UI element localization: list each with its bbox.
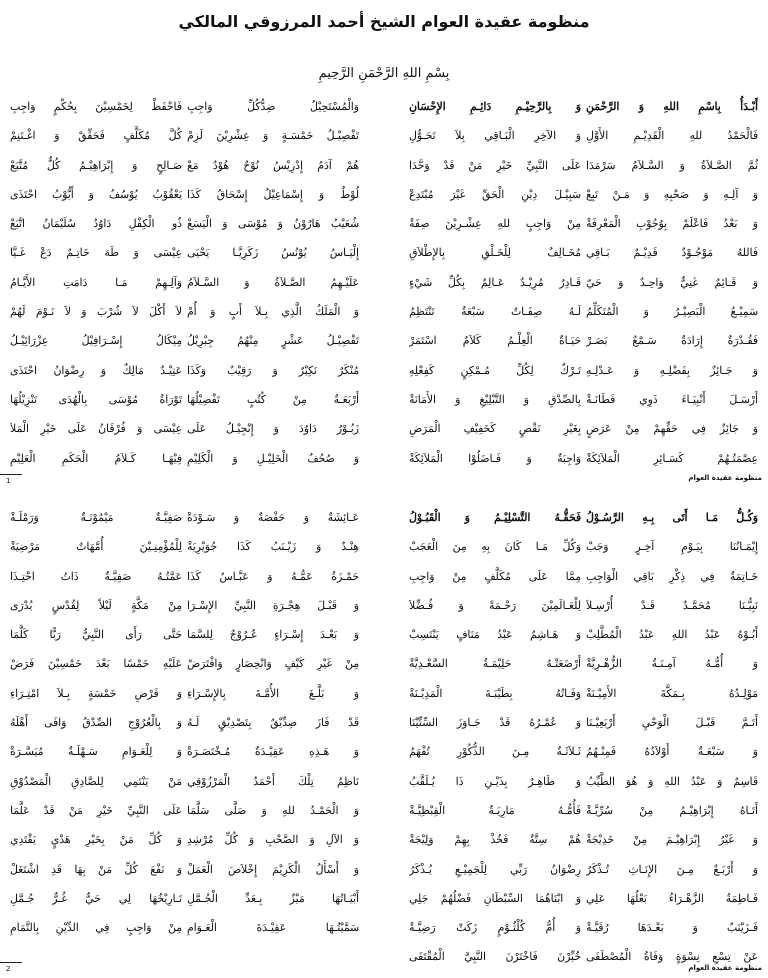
right-verse-second-hemistich: أَرْضَعَتْـهُ حَلِيْمَـةُ السَّعْـدِيَّةْ xyxy=(409,657,581,671)
left-verse-first-hemistich: تَفْصِيْـلُ عَشْرٍ مِنْهُمُ جِبْرِيْلُ xyxy=(187,334,359,348)
left-verse-first-hemistich: لُوْطٌ وَ إِسْمَاعِيْلُ إِسْحَاقُ كَذَا xyxy=(187,187,359,201)
right-verse-first-hemistich: وَ جَـائِزٌ بِفَضْلِـهِ وَ عَـدْلِـهِ xyxy=(586,363,758,377)
verse-row xyxy=(10,151,758,180)
left-verse-second-hemistich: وَ فَرْضِ خَمْسَةٍ بِـلاَ امْتِـرَاءِ xyxy=(10,686,182,700)
left-verse-first-hemistich: وَ بَعْـدَ إِسْـرَاءٍ عُـرُوْجٌ لِلسَّمَا xyxy=(187,628,359,642)
column-gap xyxy=(364,620,404,649)
right-verse-second-hemistich: بِغَيْرِ نَقْصٍ كَخَفِيْفِ الْمَرَضِ xyxy=(409,422,581,436)
column-gap xyxy=(364,444,404,473)
right-verse-first-hemistich: مَوْلِـدُهُ بِـمَكَّةَ الأَمِيْـنَةْ xyxy=(586,686,758,700)
verse-row xyxy=(10,855,758,884)
verse-row xyxy=(10,297,758,326)
left-verse-second-hemistich xyxy=(10,942,182,971)
left-verse-second-hemistich: وَ لِلْعَـوَامِ سَـهْلَـةٌ مُيَسَّـرَةْ xyxy=(10,745,182,759)
right-verse-second-hemistich: هُمْ سِتَّةٌ فَخُذْ بِهِمْ وَلِيْجَةْ xyxy=(409,833,581,847)
right-verse-first-hemistich: أَتَـمَّ قَبْـلَ الْوَحْيِ أَرْبَعِيْـنَا xyxy=(586,716,758,730)
left-verse-first-hemistich xyxy=(187,942,359,971)
left-verse-second-hemistich: عِيْسَى وَ طَهَ خَاتِـمٌ دَعْ غَـيَّا xyxy=(10,246,182,260)
left-verse-first-hemistich: حَمْـزَةُ عَمُّـهُ وَ عَبَّـاسٌ كَذَا xyxy=(187,569,359,583)
left-verse-first-hemistich: تَفْصِيْـلُ خَمْسَـةٍ وَ عِشْرِيْنَ لَزِمْ xyxy=(187,129,359,143)
column-gap xyxy=(364,180,404,209)
left-verse-second-hemistich: فَاحْفَظْ لِخَمْسِيْنَ بِحُكْمٍ وَاجِبِ xyxy=(10,100,182,113)
left-verse-first-hemistich: وَ الْحَمْـدُ للهِ وَ صَلَّى سَلَّمَا xyxy=(187,803,359,817)
verse-row xyxy=(10,414,758,443)
verse-row xyxy=(10,92,758,121)
verse-row xyxy=(10,767,758,796)
verse-row xyxy=(10,121,758,150)
right-verse-second-hemistich: وَ الآخِرِ الْبَـاقِي بِلاَ تَحَـوُّلِ xyxy=(409,129,581,143)
right-verse-second-hemistich: مُخَـالِفٌ لِلْخَـلْقِ بِالإِطْلاَقِ xyxy=(409,246,581,260)
right-verse-second-hemistich: فَأُمُّـهُ مَارِيَـةُ الْقِبْطِيَّـةْ xyxy=(409,803,581,817)
page2-verses xyxy=(10,503,758,972)
verse-row xyxy=(10,825,758,854)
left-verse-first-hemistich: وَ بَلَّـغَ الأُمَّـةَ بِالإِسْـرَاءِ xyxy=(187,686,359,700)
left-verse-second-hemistich: مَنْ يَنْتَمِي لِلصَّادِقِ الْمَصْدُوْقِ xyxy=(10,774,182,788)
left-verse-first-hemistich: نَاظِمُ تِلْكَ أَحْمَدُ الْمَرْزُوْقِي xyxy=(187,774,359,788)
right-verse-first-hemistich: عِصْمَتُـهُمْ كَسَـائِرِ الْمَلاَئِكَةْ xyxy=(586,451,758,465)
column-gap xyxy=(364,942,404,971)
verse-row xyxy=(10,796,758,825)
right-verse-second-hemistich: عَلَى النَّبِيِّ خَيْرِ مَنْ قَدْ وَحَّدَا xyxy=(409,158,581,172)
page2-footnote-rule xyxy=(0,962,22,963)
verse-row xyxy=(10,679,758,708)
right-verse-first-hemistich: وَ أُمُّـهُ آمِـنَـةُ الزُّهْـرِيَّةْ xyxy=(586,657,758,671)
column-gap xyxy=(364,767,404,796)
right-verse-first-hemistich: وَ آلِـهِ وَ صَحْبِهِ وَ مَـنْ تَبِعْ xyxy=(586,187,758,201)
page2-number: 2 xyxy=(6,965,11,973)
verse-row xyxy=(10,708,758,737)
verse-row xyxy=(10,444,758,473)
column-gap xyxy=(364,591,404,620)
right-verse-second-hemistich: رِضْوَانُ رَبِّي لِلْجَمِيْـعِ يُـذْكَرُ xyxy=(409,862,581,876)
right-verse-first-hemistich: وَ قَـائِمٌ غَنِيٌّ وَاحِـدٌ وَ حَيّ xyxy=(586,275,758,289)
left-verse-first-hemistich: عَـائِشَةٌ وَ حَفْصَةٌ وَ سَـوْدَةْ xyxy=(187,511,359,524)
verse-row xyxy=(10,591,758,620)
verse-row xyxy=(10,562,758,591)
left-verse-second-hemistich: عِيْسَى وَ فُرْقَانُ عَلَى خَيْرِ الْمَلاَ xyxy=(10,422,182,436)
left-verse-first-hemistich: سَمَّيْتُـهَا عَقِيْـدَةَ الْعَـوَامِ xyxy=(187,921,359,935)
right-verse-second-hemistich: تَـرْكٌ لِكُلِّ مُـمْكِنٍ كَفِعْلِهِ xyxy=(409,363,581,377)
column-gap xyxy=(364,649,404,678)
verse-row xyxy=(10,268,758,297)
column-gap xyxy=(364,679,404,708)
left-verse-first-hemistich: مِنْ غَيْرِ كَيْفٍ وَانْحِصَارٍ وَافْتَرَضْ xyxy=(187,657,359,671)
right-verse-second-hemistich: وَ طَاهِـرٌ بِذَيْـنِ ذَا يُـلَقَّبُ xyxy=(409,774,581,788)
column-gap xyxy=(364,238,404,267)
column-gap xyxy=(364,855,404,884)
column-gap xyxy=(364,356,404,385)
column-gap xyxy=(364,884,404,913)
left-verse-second-hemistich: تَوْرَاةُ مُوْسَى بِالْهُدَى تَنْزِيْلُهَا xyxy=(10,392,182,406)
left-verse-second-hemistich: عَلَى النَّبِيِّ خَيْرِ مَنْ قَدْ عَلَّمَا xyxy=(10,803,182,817)
right-verse-first-hemistich: فَاللهُ مَوْجُـوْدٌ قَدِيْـمٌ بَـاقِي xyxy=(586,246,758,260)
verse-row xyxy=(10,356,758,385)
column-gap xyxy=(364,121,404,150)
right-verse-first-hemistich: وَكُـلُّ مَـا أَتَى بِـهِ الرَّسُـوْلُ xyxy=(586,511,758,524)
right-verse-first-hemistich: أَرْسَـلَ أَنْبِيَـاءَ ذَوِي فَطَانَـةْ xyxy=(586,392,758,406)
right-verse-second-hemistich: وَ ابْنَاهُمَا السِّبْطَانِ فَضْلُهُمْ جَلِي xyxy=(409,891,581,905)
right-verse-first-hemistich: عَنْ تِسْعِ نِسْوَةٍ وَفَاةُ الْمُصْطَفَى xyxy=(586,950,758,964)
column-gap xyxy=(364,414,404,443)
verse-row xyxy=(10,326,758,355)
right-verse-first-hemistich: فَـزَيْنَبٌ وَ بَعْـدَهَا رُقَيَّـةْ xyxy=(586,921,758,935)
left-verse-second-hemistich: يَعْقُوْبُ يُوْسُفُ وَ أَيُّوْبُ احْتَذَى xyxy=(10,187,182,201)
right-verse-first-hemistich: ثُمَّ الصَّـلاَةُ وَ السَّـلاَمُ سَرْمَدَا xyxy=(586,158,758,172)
left-verse-second-hemistich: مِنْ مَكَّةٍ لَيْلاً لِقُدْسٍ يُدْرَى xyxy=(10,598,182,612)
column-gap xyxy=(364,796,404,825)
left-verse-first-hemistich: هُمْ آدَمُ إِدْرِيْسُ نُوْحٌ هُوْدٌ مَعْ xyxy=(187,158,359,172)
right-verse-first-hemistich: فَـاطِمَةُ الزَّهْـرَاءُ بَعْلُهَا عَلِي xyxy=(586,891,758,905)
right-verse-first-hemistich: قَاسِمٌ وَ عَبْدُ اللهِ وَ هُوَ الطَّيِّبُ xyxy=(586,774,758,788)
right-verse-second-hemistich: وَكُلِّ مَـا كَانَ بِهِ مِنَ الْعَجَبْ xyxy=(409,540,581,554)
right-verse-second-hemistich: وَفَـاتُهُ بِطَيْبَـةَ الْمَدِيْـنَةْ xyxy=(409,686,581,700)
left-verse-second-hemistich: لاَ أَكْلَ لاَ شُرْبَ وَ لاَ نَـوْمَ لَهُمْ xyxy=(10,305,182,319)
right-verse-second-hemistich: سَبِيْـلَ دِيْنِ الْحَقِّ غَيْرَ مُبْتَدِعْ xyxy=(409,187,581,201)
column-gap xyxy=(364,209,404,238)
left-verse-first-hemistich: وَ قَبْـلَ هِجْـرَةِ النَّبِيِّ الإِسْـرَا xyxy=(187,598,359,612)
verse-row xyxy=(10,620,758,649)
right-verse-first-hemistich: سَمِيْـعٌ الْبَصِيْـرُ وَ الْمُتَكَلِّمُ xyxy=(586,305,758,319)
left-verse-second-hemistich: عَمَّتُـهُ صَفِيَّـةٌ ذَاتُ احْتِـذَا xyxy=(10,569,182,583)
left-verse-second-hemistich: كُلَّ مُكَلَّفٍ فَحَقِّقْ وَ اغْـتَنِمْ xyxy=(10,129,182,143)
left-verse-first-hemistich: أَبْيَـاتُهَا مَيْزٌ بِـعَدِّ الْجُـمَّلِ xyxy=(187,891,359,905)
right-verse-first-hemistich: وَ سَبْعَـةٌ أَوْلاَدُهُ فَمِنْـهُمُ xyxy=(586,745,758,759)
right-verse-first-hemistich: فَالْحَمْدُ للهِ الْقَدِيْـمِ الأَوَّلِ xyxy=(586,129,758,143)
right-verse-first-hemistich: وَ أَرْبَـعٌ مِـنَ الإِنَـاثِ تُـذْكَرُ xyxy=(586,862,758,876)
column-gap xyxy=(364,913,404,942)
column-gap xyxy=(364,297,404,326)
left-verse-second-hemistich: وَ كُلِّ مَنْ بِخَيْرِ هَدْيٍ يَقْتَدِي xyxy=(10,833,182,847)
left-verse-first-hemistich: وَ الآلِ وَ الصَّحْبِ وَ كُلِّ مُرْشِدِ xyxy=(187,833,359,847)
right-verse-second-hemistich: وَاجِبَةٌ وَ فَـاضَلُوْا الْمَلاَئِكَةْ xyxy=(409,451,581,465)
left-verse-second-hemistich: وَ نَفْعَ كُلِّ مَنْ بِهَا قَدِ اشْتَغَلْ xyxy=(10,862,182,876)
right-verse-first-hemistich: نَبِيُّـنَا مُحَمَّـدٌ قَـدْ أُرْسِـلاَ xyxy=(586,598,758,612)
left-verse-second-hemistich: وَآلِـهِمْ مَـا دَامَتِ الأَيَّـامُ xyxy=(10,275,182,289)
document-title: منظومة عقيدة العوام الشيخ أحمد المرزوقي المالكي xyxy=(178,12,590,31)
left-verse-first-hemistich: شُعَيْبُ هَارُوْنُ وَ مُوْسَى وَ الْيَسَعْ xyxy=(187,217,359,231)
left-verse-first-hemistich: زَبُـوْرُ دَاوُدَ وَ إِنْجِيْـلُ عَلَى xyxy=(187,422,359,436)
right-verse-first-hemistich: فَقُـدْرَةٌ إِرَادَةٌ سَـمْعٌ بَصَـرْ xyxy=(586,334,758,348)
right-verse-second-hemistich: ثَـلاَثَـةٌ مِـنَ الذُّكُوْرِ تُفْهَمُ xyxy=(409,745,581,759)
left-verse-second-hemistich: وَ بِالْعُرُوْجِ الصِّدْقُ وَافَى أَهْلَهُ xyxy=(10,716,182,730)
column-gap xyxy=(364,326,404,355)
left-verse-second-hemistich: عَتِيْـدٌ مَالِكٌ وَ رِضْوَانُ احْتَذَى xyxy=(10,363,182,377)
left-verse-second-hemistich: فِيْهَـا كَـلاَمُ الْحَكَمِ الْعَلِيْمِ xyxy=(10,451,182,465)
left-verse-second-hemistich: تَـارِيْخُهَا لِي حَيٌّ غُـرٌّ جُـمَّلِ xyxy=(10,891,182,905)
left-verse-first-hemistich: وَالْمُسْتَحِيْلُ ضِدُّكُلِّ وَاجِبِ xyxy=(187,100,359,113)
column-gap xyxy=(364,532,404,561)
verse-row xyxy=(10,532,758,561)
page2-running-header: منظومة عقيدة العوام xyxy=(688,964,762,972)
verse-row xyxy=(10,737,758,766)
column-gap xyxy=(364,562,404,591)
column-gap xyxy=(364,503,404,532)
right-verse-first-hemistich: إِيْمَـانُنَا بِيَـوْمِ آخِـرٍ وَجَبْ xyxy=(586,540,758,554)
left-verse-first-hemistich: هِنْـدٌ وَ زَيْـنَبُ كَذَا جُوَيْرِيَةْ xyxy=(187,540,359,554)
column-gap xyxy=(364,385,404,414)
left-verse-second-hemistich: صَـالِحٍ وَ إِبْرَاهِيْـمُ كُلٌّ مُتَّبَعْ xyxy=(10,158,182,172)
right-verse-second-hemistich: بِالصِّدْقِ وَ التَّبْلِيْغِ وَ الأَمَانَةْ xyxy=(409,392,581,406)
right-verse-second-hemistich: قَـادِرٌ مُرِيْـدٌ عَـالِمٌ بِكُلِّ شَيْءٍ xyxy=(409,275,581,289)
basmala: بِسْمِ اللهِ الرَّحْمَنِ الرَّحِيمِ xyxy=(318,66,450,81)
left-verse-second-hemistich: صَفِيَّـةٌ مَيْمُوْنَـةٌ وَرَمْلَـةْ xyxy=(10,511,182,524)
right-verse-first-hemistich: وَ غَيْرُ إِبْرَاهِيْـمَ مِنْ خَدِيْجَةْ xyxy=(586,833,758,847)
right-verse-first-hemistich: أَبُـوْهُ عَبْدُ اللهِ عَبْدُ الْمُطَّلِبْ xyxy=(586,628,758,642)
left-verse-first-hemistich: وَ هَـذِهِ عَقِيْـدَةٌ مُـخْتَصَـرَةْ xyxy=(187,745,359,759)
right-verse-second-hemistich: لِلْعَـالَمِيْنَ رَحْـمَةً وَ فُـضِّلاَ xyxy=(409,598,581,612)
left-verse-first-hemistich: عَلَيْـهِمُ الصَّـلاَةُ وَ السَّـلاَمُ xyxy=(187,275,359,289)
verse-row xyxy=(10,649,758,678)
left-verse-second-hemistich: حَتَّى رَأَى النَّبِيُّ رَبًّا كَلَّمَا xyxy=(10,628,182,642)
right-verse-first-hemistich: وَ جَائِزٌ فِي حَقِّهِمْ مِنْ عَرَضٍ xyxy=(586,422,758,436)
left-verse-second-hemistich: مِنْ وَاجِبٍ فِي الدِّيْنِ بِالتَّمَامِ xyxy=(10,921,182,935)
right-verse-second-hemistich: وَ أُمُّ كُلْثُـوْمٍ زَكَتْ رَضِيَّـةْ xyxy=(409,921,581,935)
right-verse-first-hemistich: أَبْـدَأُ بِاسْمِ اللهِ وَ الرَّحْمَنِ xyxy=(586,100,758,113)
page1-running-header: منظومة عقيدة العوام xyxy=(688,474,762,482)
column-gap xyxy=(364,737,404,766)
verse-row xyxy=(10,209,758,238)
right-verse-second-hemistich: وَ عُمْـرُهُ قَدْ جَـاوَزَ السِّتِّيْنَا xyxy=(409,716,581,730)
right-verse-second-hemistich: مِنْ وَاجِبٍ للهِ عِشْـرِيْنَ صِفَةْ xyxy=(409,217,581,231)
right-verse-second-hemistich: لَـهُ صِفَـاتٌ سَبْعَةٌ تَنْتَظِمُ xyxy=(409,305,581,319)
left-verse-second-hemistich: عَلَيْهِ خَمْسًا بَعْدَ خَمْسِيْنَ فَرَضْ xyxy=(10,657,182,671)
column-gap xyxy=(364,268,404,297)
column-gap xyxy=(364,708,404,737)
right-verse-second-hemistich: خُيِّرْنَ فَاخْتَرْنَ النَّبِيَّ الْمُقْتَفَى xyxy=(409,950,581,964)
left-verse-first-hemistich: قَدْ فَازَ صِدِّيْقٌ بِتَصْدِيْقٍ لَـهُ xyxy=(187,716,359,730)
verse-row xyxy=(10,180,758,209)
right-verse-second-hemistich: وَ بِالرَّحِيْـمِ دَائِـمِ الإِحْسَانِ xyxy=(409,100,581,113)
left-verse-first-hemistich: مُنْكَرٌ نَكِيْرٌ وَ رَقِيْبٌ وَكَذَا xyxy=(187,363,359,377)
right-verse-second-hemistich: فَحَقُّـهُ التَّسْلِيْـمُ وَ الْقَبُـوْلُ xyxy=(409,511,581,524)
verse-row xyxy=(10,884,758,913)
page1-number: 1 xyxy=(6,477,11,485)
verse-row xyxy=(10,385,758,414)
left-verse-first-hemistich: وَ أَسْأَلُ الْكَرِيْمَ إِخْلاَصَ الْعَمَلْ xyxy=(187,862,359,876)
right-verse-second-hemistich: مِمَّا عَلَى مُكَلَّفٍ مِنْ وَاجِبِ xyxy=(409,569,581,583)
right-verse-first-hemistich: أَتَـاهُ إِبْرَاهِيْـمُ مِنْ سُرِّيَّـةْ xyxy=(586,803,758,817)
column-gap xyxy=(364,825,404,854)
right-verse-second-hemistich: حَيَـاةٌ الْعِلْـمُ كَلاَمٌ اسْتَمَرْ xyxy=(409,334,581,348)
left-verse-second-hemistich: مِيْكَالُ إِسْـرَافِيْلُ عِزْرَائِيْـلُ xyxy=(10,334,182,348)
verse-row xyxy=(10,503,758,532)
column-gap xyxy=(364,151,404,180)
left-verse-second-hemistich: لِلْمُؤْمِنِـيْنَ أُمَّهَاتٌ مَرْضِيَةْ xyxy=(10,540,182,554)
verse-row xyxy=(10,238,758,267)
left-verse-second-hemistich: ذُو الْكِفْلِ دَاوُدُ سُلَيْمَانُ اتَّبَعْ xyxy=(10,217,182,231)
left-verse-first-hemistich: وَ صُحُفُ الْخَلِيْـلِ وَ الْكَلِيْمِ xyxy=(187,451,359,465)
right-verse-first-hemistich: خَـاتِمَةٌ فِي ذِكْرِ بَاقِي الْوَاجِبِ xyxy=(586,569,758,583)
page1-footnote-rule xyxy=(0,474,22,475)
left-verse-first-hemistich: إِلْيَـاسُ يُوْنُسُ زَكَرِيَّـا يَحْيَى xyxy=(187,246,359,260)
column-gap xyxy=(364,92,404,121)
verse-row xyxy=(10,913,758,942)
right-verse-second-hemistich: وَ هَـاشِمٌ عَبْدُ مَنَافٍ يَنْتَسِبْ xyxy=(409,628,581,642)
page1-verses xyxy=(10,92,758,473)
left-verse-first-hemistich: وَ الْمَلَكُ الَّذِي بِـلاَ أَبٍ وَ أُمْ xyxy=(187,305,359,319)
left-verse-first-hemistich: أَرْبَعَـةٌ مِنْ كُتُبٍ تَفْصِيْلُهَا xyxy=(187,392,359,406)
verse-row xyxy=(10,942,758,971)
right-verse-first-hemistich: وَ بَعْدُ فَاعْلَمْ بِوُجُوْبِ الْمَعْرِفَةْ xyxy=(586,217,758,231)
